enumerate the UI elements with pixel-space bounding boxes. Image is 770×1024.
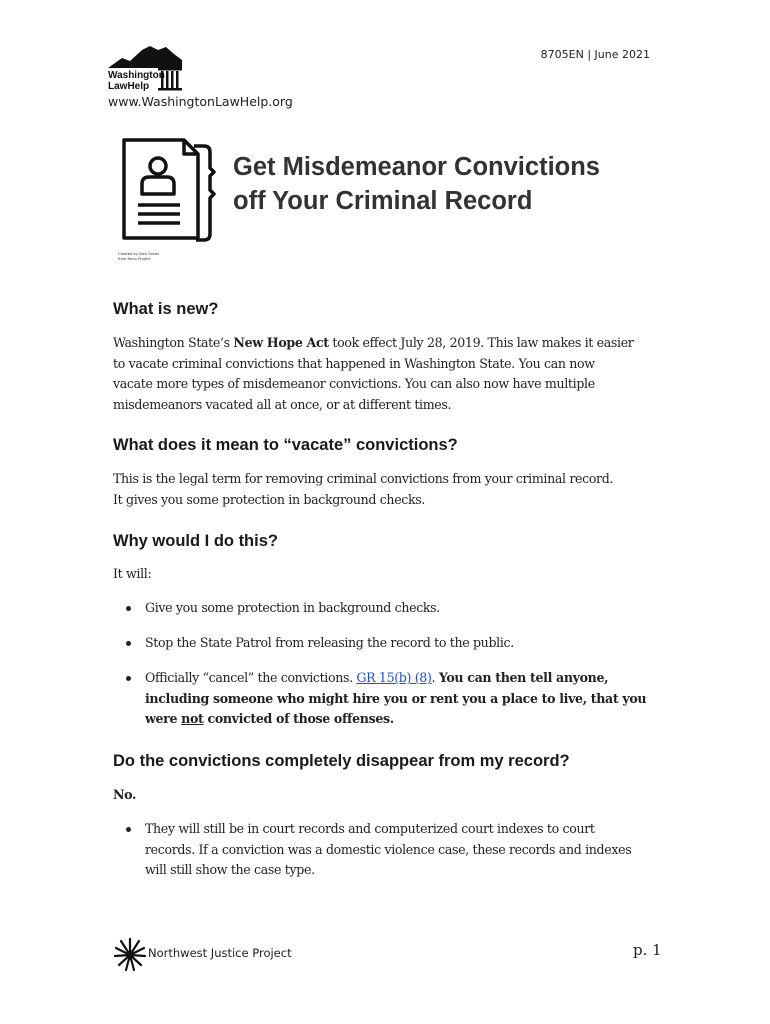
text-span: Washington State’s <box>113 335 234 350</box>
paragraph-it-will: It will: <box>113 566 152 581</box>
list-item <box>126 598 671 619</box>
gr-15-link[interactable]: GR 15(b) (8) <box>356 670 432 685</box>
logo-wordmark <box>108 70 165 92</box>
text-line: records. If a conviction was a domestic violence case, these records and indexes <box>145 841 632 857</box>
paragraph-what-is-new <box>113 333 673 415</box>
list-item-text <box>145 819 671 881</box>
icon-credit-line-1: Created by Sara Sands <box>118 252 160 256</box>
text-line: vacate more types of misdemeanor convictions. You can also now have multiple <box>113 376 595 392</box>
answer-bold: No. <box>113 787 137 802</box>
text-span: . <box>431 670 439 685</box>
list-item-text: Give you some protection in background checks. <box>145 600 440 615</box>
footer-org-name: Northwest Justice Project <box>148 946 292 960</box>
criminal-record-document-icon <box>118 138 218 242</box>
list-item <box>126 633 671 654</box>
text-line: This is the legal term for removing criminal convictions from your criminal record. <box>113 471 614 486</box>
title-line-1: Get Misdemeanor Convictions <box>233 153 600 181</box>
site-url: www.WashingtonLawHelp.org <box>108 94 293 109</box>
list-item-text: Stop the State Patrol from releasing the record to the public. <box>145 635 514 650</box>
text-span: were <box>145 711 182 727</box>
new-hope-act-bold: New Hope Act <box>233 335 329 350</box>
bold-text <box>145 711 394 726</box>
text-span: Officially “cancel” the convictions. <box>145 670 357 685</box>
text-line: It gives you some protection in background checks. <box>113 491 426 507</box>
text-line: misdemeanors vacated all at once, or at different times. <box>113 396 452 412</box>
heading-what-does-vacate-mean: What does it mean to “vacate” convictions? <box>113 436 458 454</box>
title-line-2: off Your Criminal Record <box>233 187 533 215</box>
bullet-icon <box>126 641 131 646</box>
icon-credit <box>118 252 159 262</box>
answer-no <box>113 785 673 806</box>
text-line: will still show the case type. <box>145 862 315 878</box>
northwest-justice-project-logo-icon <box>112 936 152 974</box>
bold-text: including someone who might hire you or rent you a place to live, that you <box>145 690 647 706</box>
icon-credit-line-2: from Noun Project <box>118 257 151 261</box>
heading-do-convictions-disappear: Do the convictions completely disappear from my record? <box>113 752 570 770</box>
bullet-icon <box>126 676 131 681</box>
text-line: to vacate criminal convictions that happened in Washington State. You can now <box>113 355 595 371</box>
logo-line-1: Washington <box>108 70 165 81</box>
logo-line-2: LawHelp <box>108 81 150 92</box>
bullet-icon <box>126 827 131 832</box>
list-item <box>126 668 671 730</box>
paragraph-vacate-meaning <box>113 469 673 510</box>
bold-text: You can then tell anyone, <box>438 670 609 685</box>
document-title <box>233 150 703 218</box>
text-span: convicted of those offenses. <box>203 711 394 727</box>
page-number: p. 1 <box>633 941 662 959</box>
heading-why-would-i-do-this: Why would I do this? <box>113 532 278 550</box>
not-underlined: not <box>181 711 204 727</box>
heading-what-is-new: What is new? <box>113 300 219 318</box>
list-item-text <box>145 668 671 730</box>
text-line: They will still be in court records and computerized court indexes to court <box>145 821 595 836</box>
list-item <box>126 819 671 881</box>
document-id-date: 8705EN | June 2021 <box>540 48 650 61</box>
text-span: took effect July 28, 2019. This law makes it easier <box>328 335 634 350</box>
bullet-icon <box>126 606 131 611</box>
